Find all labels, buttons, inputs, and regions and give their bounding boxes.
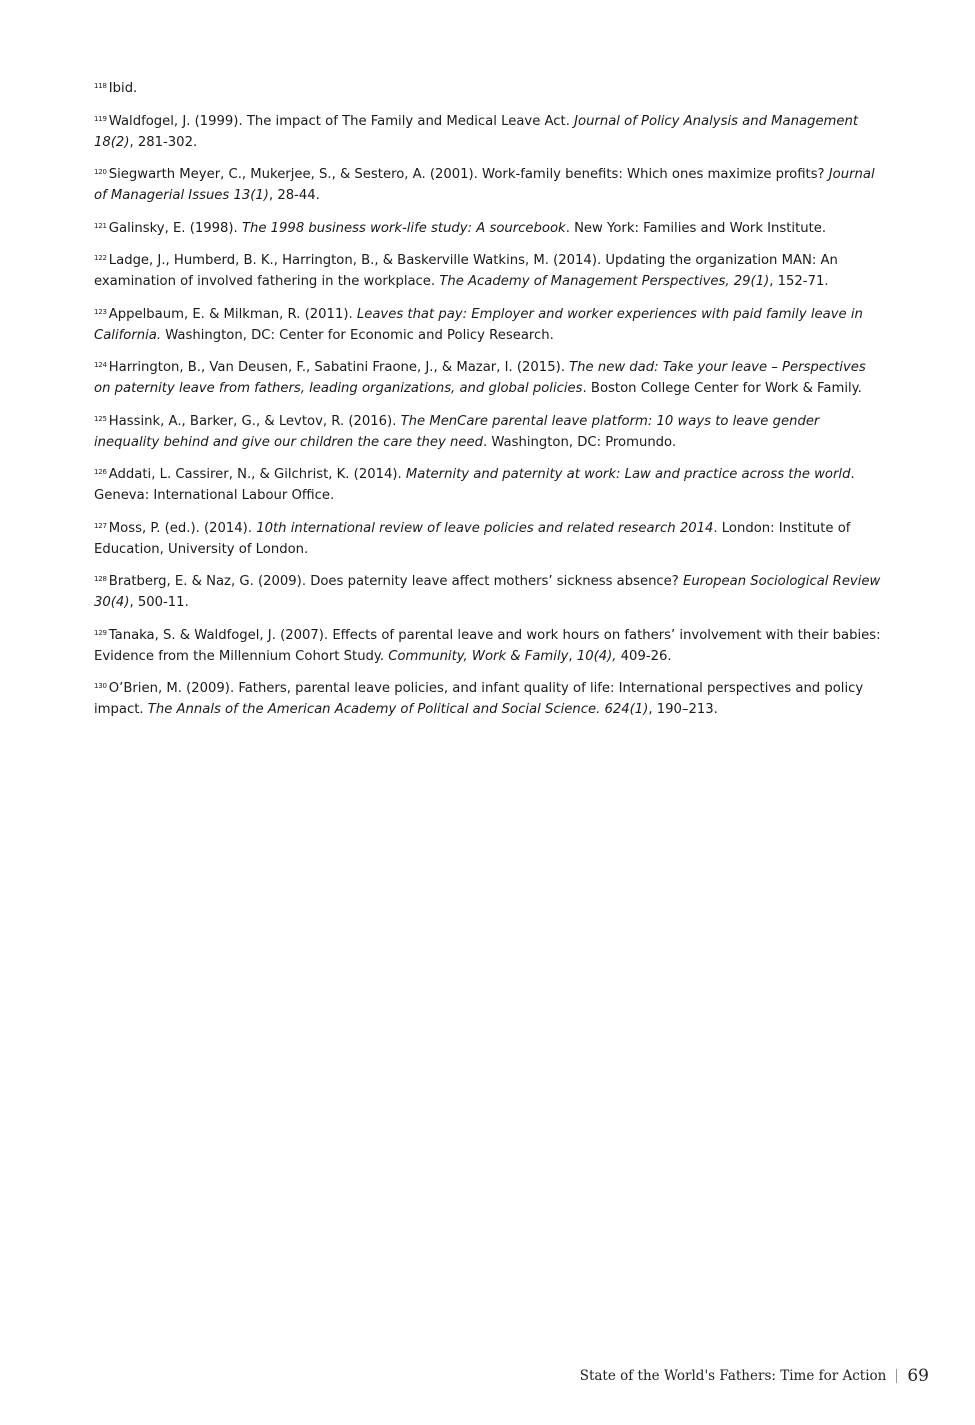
footnote-text: . New York: Families and Work Institute. bbox=[565, 220, 827, 236]
footnote-number: 128 bbox=[94, 575, 107, 583]
footnote-text: , 28-44. bbox=[268, 188, 320, 203]
footnote-text: Siegwarth Meyer, C., Mukerjee, S., & Sestero, A. (2001). Work-family benefits: Which ones maximize profits? bbox=[108, 167, 829, 182]
footnote-number: 122 bbox=[94, 254, 107, 262]
footnote-italic-text: Journal of Policy Analysis and Management 18(2) bbox=[94, 113, 859, 150]
footnote bbox=[94, 78, 884, 99]
footnote-text: Galinsky, E. (1998). bbox=[108, 220, 242, 236]
footnote bbox=[94, 304, 884, 346]
footnote-text: , 500-11. bbox=[129, 595, 189, 610]
footnote-text: . Boston College Center for Work & Family. bbox=[582, 381, 862, 396]
footnote-text: . Washington, DC: Promundo. bbox=[482, 434, 677, 450]
footnote bbox=[94, 250, 884, 292]
footnote bbox=[94, 678, 884, 720]
footnote-italic-text: The Annals of the American Academy of Political and Social Science. 624(1) bbox=[147, 702, 649, 717]
footnote-text: Bratberg, E. & Naz, G. (2009). Does paternity leave affect mothers’ sickness absence? bbox=[108, 574, 683, 589]
footnote-number: 130 bbox=[94, 682, 107, 690]
footnote-italic-text: Maternity and paternity at work: Law and practice across the world bbox=[405, 467, 851, 482]
page-footer bbox=[580, 1366, 929, 1386]
footnote-text: Moss, P. (ed.). (2014). bbox=[108, 520, 257, 536]
footnote-number: 118 bbox=[94, 82, 107, 90]
footnote-italic-text: Leaves that pay: Employer and worker experiences with paid family leave in California. bbox=[94, 306, 863, 343]
footnote-italic-text: The 1998 business work-life study: A sourcebook bbox=[241, 220, 566, 236]
footnote-text: O’Brien, M. (2009). Fathers, parental leave policies, and infant quality of life: International perspectives and policy impact. bbox=[94, 681, 864, 717]
footnote-text: , bbox=[568, 648, 577, 664]
footnote-text: Hassink, A., Barker, G., & Levtov, R. (2016). bbox=[108, 413, 401, 429]
footnote-text: Harrington, B., Van Deusen, F., Sabatini Fraone, J., & Mazar, I. (2015). bbox=[108, 360, 570, 375]
footnote-number: 121 bbox=[94, 221, 107, 230]
footnote-text: . Geneva: International Labour Office. bbox=[94, 467, 855, 503]
footnote-number: 126 bbox=[94, 468, 107, 476]
footer-title: State of the World's Fathers: Time for Action bbox=[579, 1368, 887, 1384]
footnote-text: . London: Institute of Education, University of London. bbox=[94, 520, 851, 557]
footnote-number: 127 bbox=[94, 521, 107, 530]
footnote-text: , 190–213. bbox=[648, 702, 718, 717]
footnote-text: Waldfogel, J. (1999). The impact of The Family and Medical Leave Act. bbox=[108, 113, 575, 129]
footnote-text: Ladge, J., Humberd, B. K., Harrington, B., & Baskerville Watkins, M. (2014). Updating the organization MAN: An examination of involved fathering in the workplace. bbox=[94, 253, 838, 289]
footnotes-list bbox=[94, 78, 884, 732]
footnote bbox=[94, 111, 884, 153]
footnote-italic-text: Community, Work & Family bbox=[388, 648, 569, 664]
footnote-text: Ibid. bbox=[108, 81, 138, 96]
footnote bbox=[94, 411, 884, 453]
footnote-italic-text: European Sociological Review 30(4) bbox=[94, 574, 881, 610]
footnote bbox=[94, 518, 884, 560]
footnote-italic-text: Journal of Managerial Issues 13(1) bbox=[94, 167, 875, 203]
footnote-text: , 281-302. bbox=[129, 134, 198, 150]
footnote-number: 129 bbox=[94, 628, 107, 637]
footnote bbox=[94, 357, 884, 399]
page-number: 69 bbox=[907, 1366, 929, 1386]
footnote-number: 123 bbox=[94, 307, 107, 316]
footnote-number: 125 bbox=[94, 414, 107, 423]
footnote-italic-text: The Academy of Management Perspectives, 29(1) bbox=[439, 274, 770, 289]
footnote bbox=[94, 464, 884, 506]
footnote-text: Appelbaum, E. & Milkman, R. (2011). bbox=[108, 306, 357, 322]
footnote-number: 124 bbox=[94, 361, 107, 369]
footnote-text: Addati, L. Cassirer, N., & Gilchrist, K. (2014). bbox=[108, 467, 406, 482]
footnote bbox=[94, 571, 884, 613]
footnote-italic-text: 10th international review of leave policies and related research 2014 bbox=[256, 520, 714, 536]
footnote-text: , 152-71. bbox=[769, 274, 829, 289]
footnote bbox=[94, 164, 884, 206]
footnote-text: Tanaka, S. & Waldfogel, J. (2007). Effects of parental leave and work hours on fathers’ involvement with their babies: Evidence from the Millennium Cohort Study. bbox=[94, 627, 881, 664]
footnote-italic-text: 10(4), bbox=[576, 648, 617, 664]
footnote bbox=[94, 625, 884, 667]
footnote-number: 120 bbox=[94, 168, 107, 176]
footnote-text: Washington, DC: Center for Economic and Policy Research. bbox=[161, 327, 554, 343]
footnote-number: 119 bbox=[94, 114, 107, 123]
footnote bbox=[94, 218, 884, 239]
footnote-italic-text: The MenCare parental leave platform: 10 ways to leave gender inequality behind and give our children the care they need bbox=[94, 413, 820, 450]
footnote-italic-text: The new dad: Take your leave – Perspectives on paternity leave from fathers, leading organizations, and global policies bbox=[94, 360, 866, 396]
footer-divider bbox=[896, 1369, 897, 1383]
footnote-text: 409-26. bbox=[616, 648, 672, 664]
